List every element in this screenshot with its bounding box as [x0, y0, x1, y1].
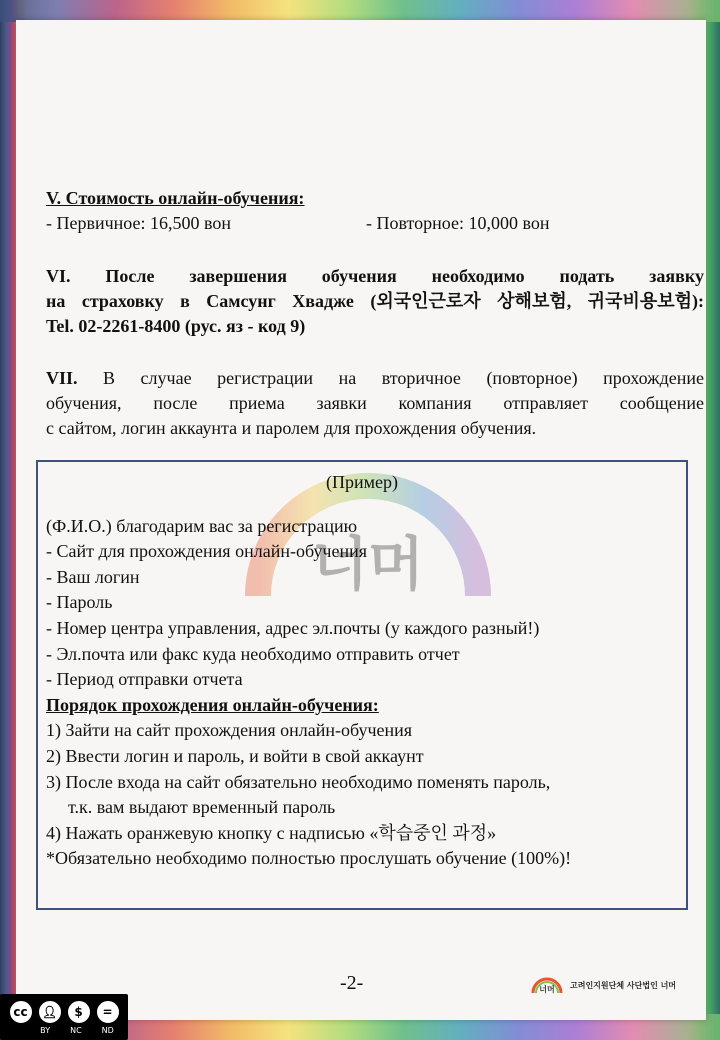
example-box	[36, 460, 688, 910]
example-item: - Сайт для прохождения онлайн-обучения	[46, 541, 368, 562]
example-item: - Номер центра управления, адрес эл.почты (у каждого разный!)	[46, 617, 540, 638]
section-insurance-line1: VI. После завершения обучения необходимо подать заявку	[46, 266, 704, 286]
license-tag: BY	[40, 1026, 51, 1035]
cc-icon: cc	[8, 999, 34, 1025]
example-lines	[46, 514, 686, 872]
section-registration-line1-text: В случае регистрации на вторичное (повторное) прохождение	[77, 368, 704, 388]
procedure-step: 4) Нажать оранжевую кнопку с надписью «학습중인 과정»	[46, 822, 497, 843]
nc-no-money-icon: $	[66, 999, 92, 1025]
section-registration	[46, 366, 704, 441]
org-logo-icon	[530, 976, 564, 994]
watermark-logo-text: 너머	[311, 530, 425, 598]
procedure-heading: Порядок прохождения онлайн-обучения:	[46, 694, 379, 715]
license-tags	[14, 1026, 114, 1035]
example-item: - Пароль	[46, 592, 113, 613]
page-number: -2-	[340, 972, 364, 994]
by-person-icon: 👤︎	[37, 999, 63, 1025]
procedure-step: 3) После входа на сайт обязательно необходимо поменять пароль,	[46, 771, 551, 792]
section-registration-line2: обучения, после приема заявки компания отправляет сообщение	[46, 393, 704, 413]
section-registration-line1	[46, 366, 704, 391]
section-insurance-line2: на страховку в Самсунг Хвадже (외국인근로자 상해보험, 귀국비용보험):	[46, 291, 704, 311]
section-registration-line3: с сайтом, логин аккаунта и паролем для прохождения обучения.	[46, 418, 537, 438]
example-item: (Ф.И.О.) благодарим вас за регистрацию	[46, 515, 358, 536]
section-registration-label: VII.	[46, 368, 78, 388]
example-item: - Период отправки отчета	[46, 669, 243, 690]
org-logo-text: 너머	[539, 985, 555, 994]
price-primary: - Первичное: 16,500 вон	[46, 213, 232, 233]
nd-equals-icon: =	[95, 999, 121, 1025]
price-repeat: - Повторное: 10,000 вон	[366, 213, 550, 233]
section-cost-heading: V. Стоимость онлайн-обучения:	[46, 188, 305, 208]
org-footer	[530, 976, 676, 994]
procedure-note: *Обязательно необходимо полностью прослушать обучение (100%)!	[46, 848, 572, 869]
document-page	[16, 20, 706, 1020]
section-cost-prices	[46, 211, 704, 236]
license-tag: NC	[70, 1026, 82, 1035]
section-insurance-phone: Tel. 02-2261-8400 (рус. яз - код 9)	[46, 316, 306, 336]
org-name: 고려인지원단체 사단법인 너머	[570, 980, 677, 990]
license-icons	[8, 999, 121, 1025]
procedure-step: 2) Ввести логин и пароль, и войти в свой аккаунт	[46, 745, 424, 766]
section-insurance	[46, 264, 704, 339]
example-title: (Пример)	[326, 472, 398, 492]
decorative-top-band	[0, 0, 720, 22]
example-item: - Эл.почта или факс куда необходимо отправить отчет	[46, 643, 460, 664]
license-tag: ND	[101, 1026, 114, 1035]
section-cost	[46, 186, 704, 236]
procedure-step-continuation: т.к. вам выдают временный пароль	[68, 797, 336, 818]
example-item: - Ваш логин	[46, 566, 140, 587]
license-badge[interactable]	[0, 994, 128, 1040]
procedure-step: 1) Зайти на сайт прохождения онлайн-обучения	[46, 720, 413, 741]
